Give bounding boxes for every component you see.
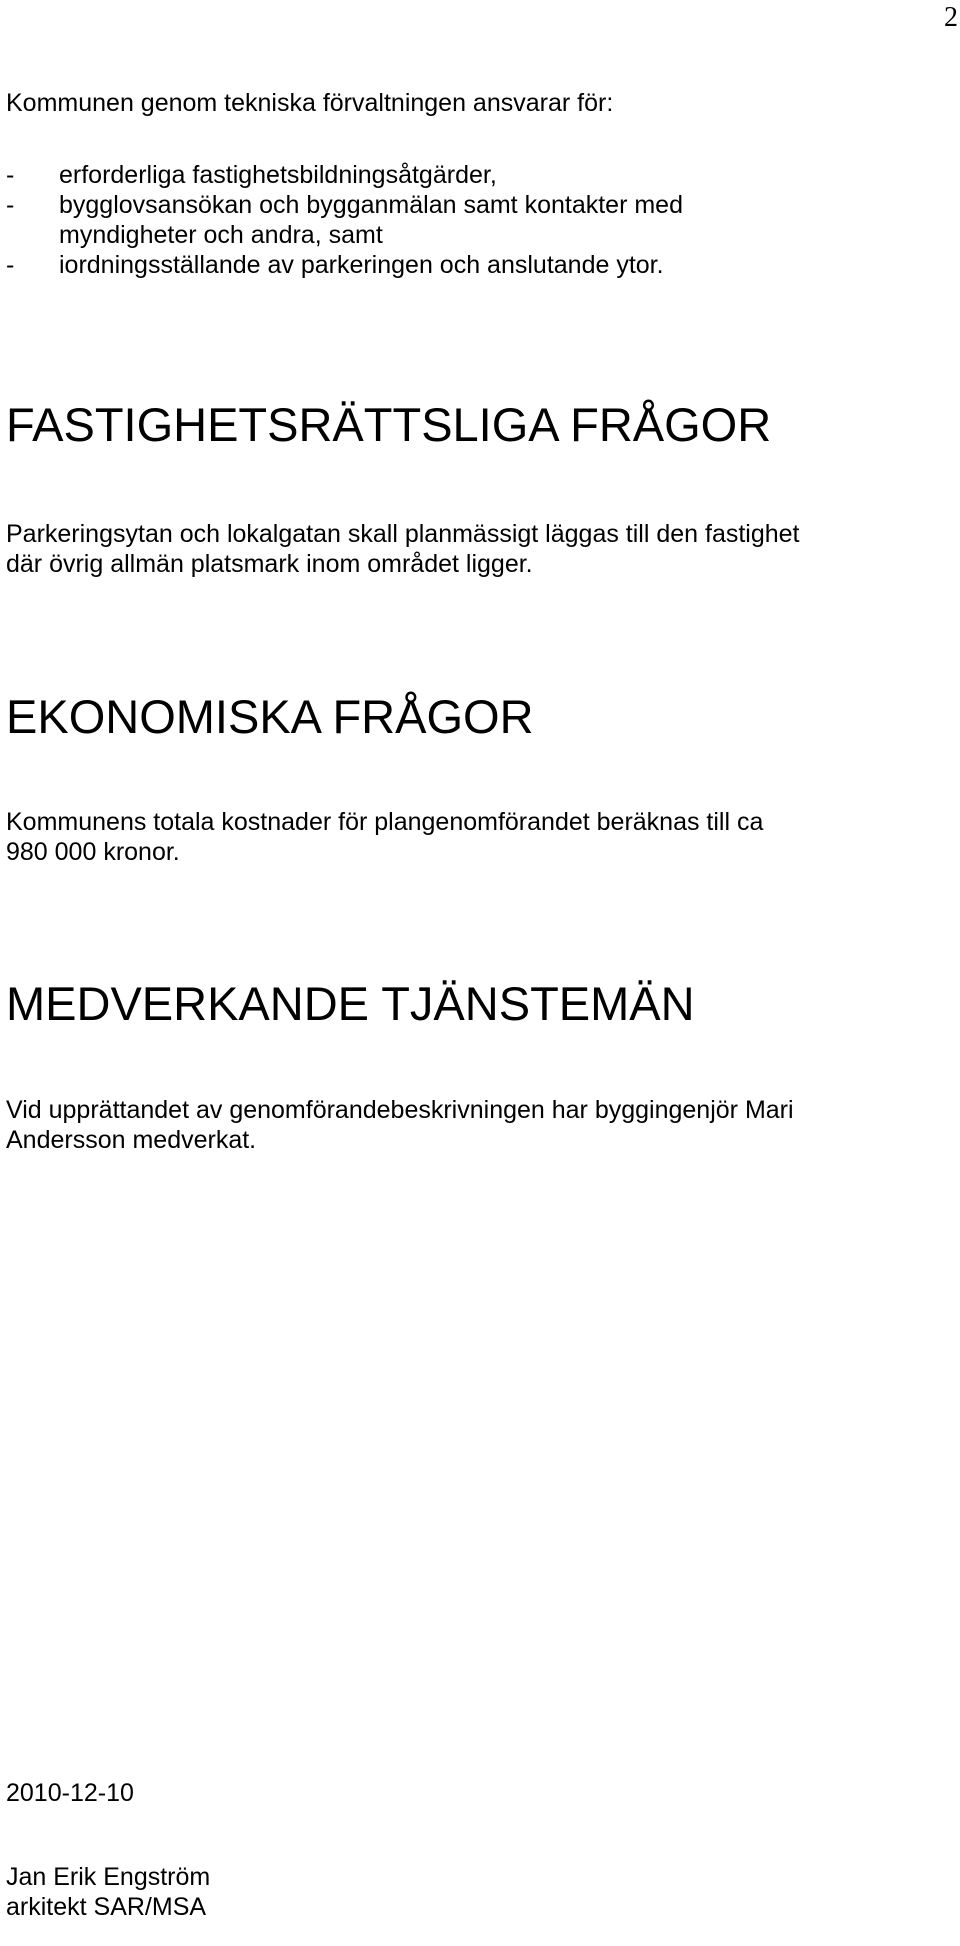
list-item-text: erforderliga fastighetsbildningsåtgärder,: [59, 161, 497, 189]
section-paragraph: [6, 519, 800, 579]
section-paragraph: [6, 807, 763, 867]
paragraph-line: Andersson medverkat.: [6, 1126, 257, 1154]
paragraph-line: Parkeringsytan och lokalgatan skall planmässigt läggas till den fastighet: [6, 520, 800, 548]
section-paragraph: [6, 1095, 794, 1155]
page-number: 2: [944, 2, 958, 33]
author-name: Jan Erik Engström: [6, 1863, 211, 1891]
list-item-text: iordningsställande av parkeringen och anslutande ytor.: [59, 251, 664, 279]
responsibility-list: [6, 160, 683, 280]
paragraph-line: Vid upprättandet av genomförandebeskrivningen har byggingenjör Mari: [6, 1096, 794, 1124]
section-heading-fastighetsrattsliga: FASTIGHETSRÄTTSLIGA FRÅGOR: [6, 398, 772, 451]
list-item: [6, 250, 683, 280]
list-dash: -: [6, 161, 15, 189]
list-dash: -: [6, 251, 15, 279]
list-item: [6, 160, 683, 190]
document-date: 2010-12-10: [6, 1779, 134, 1807]
section-heading-medverkande: MEDVERKANDE TJÄNSTEMÄN: [6, 977, 695, 1030]
paragraph-line: Kommunens totala kostnader för plangenomförandet beräknas till ca: [6, 808, 764, 836]
list-dash: -: [6, 191, 15, 219]
paragraph-line: 980 000 kronor.: [6, 838, 180, 866]
list-item: [6, 190, 683, 250]
paragraph-line: där övrig allmän platsmark inom området ligger.: [6, 550, 533, 578]
section-heading-ekonomiska: EKONOMISKA FRÅGOR: [6, 690, 534, 743]
list-item-text: myndigheter och andra, samt: [59, 221, 383, 249]
list-item-text: bygglovsansökan och bygganmälan samt kontakter med: [59, 191, 683, 219]
intro-text: Kommunen genom tekniska förvaltningen ansvarar för:: [6, 89, 614, 117]
author-title: arkitekt SAR/MSA: [6, 1893, 207, 1921]
